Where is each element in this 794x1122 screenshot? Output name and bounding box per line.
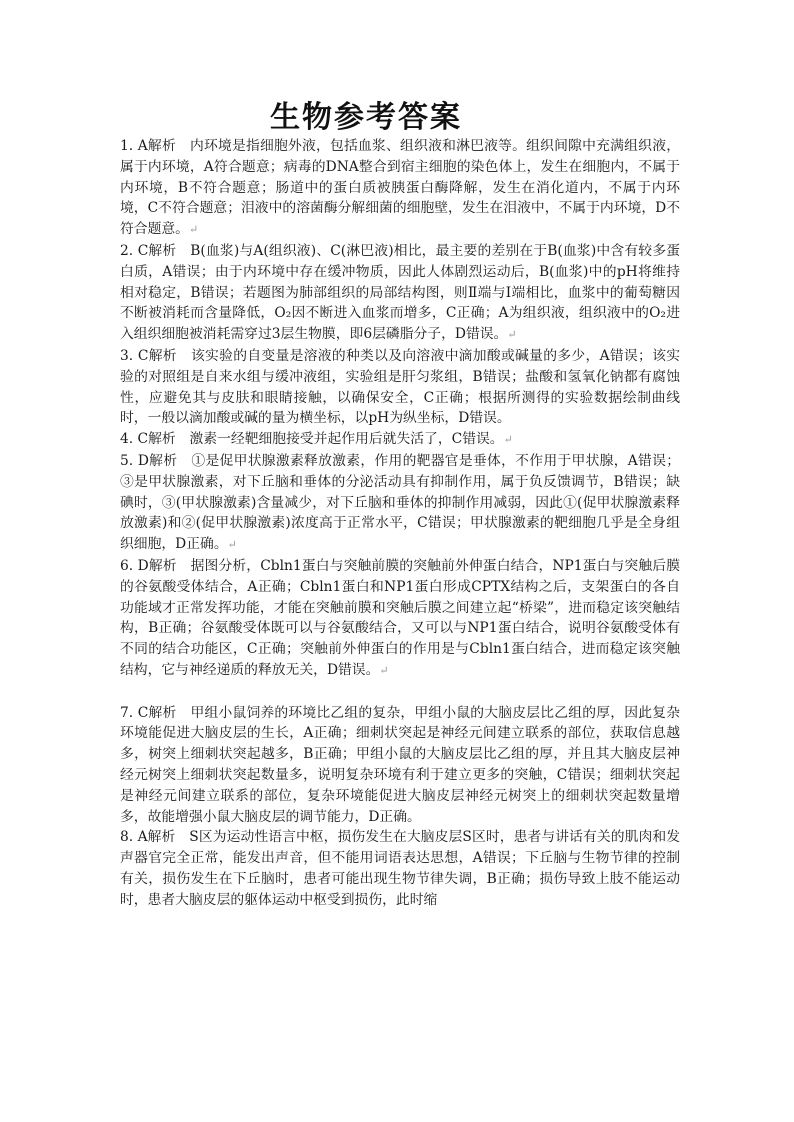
answer-item-5	[120, 451, 680, 556]
paragraph-mark-icon: ↵	[227, 538, 237, 552]
answer-text-3: 3. C解析 该实验的自变量是溶液的种类以及向溶液中滴加酸或碱量的多少，A错误；该实验的对照组是自来水组与缓冲液组，实验组是肝匀浆组，B错误；盐酸和氢氧化钠都有腐蚀性，应避免其与皮肤和眼睛接触，以确保安全，C正确；根据所测得的实验数据绘制曲线时，一般以滴加酸或碱的量为横坐标，以pH为纵坐标，D错误。	[120, 347, 680, 427]
paragraph-mark-icon: ↵	[188, 223, 199, 237]
answer-item-1	[120, 136, 680, 241]
paragraph-mark-icon: ↵	[503, 433, 513, 447]
answer-content	[120, 136, 680, 910]
answer-text-8: 8. A解析 S区为运动性语言中枢，损伤发生在大脑皮层S区时，患者与讲话有关的肌肉和发声器官完全正常，能发出声音，但不能用词语表达思想，A错误；下丘脑与生物节律的控制有关，损伤发生在下丘脑时，患者可能出现生物节律失调，B正确；损伤导致上肢不能运动时，患者大脑皮层的躯体运动中枢受到损伤，此时缩	[120, 829, 680, 908]
answer-text-1: 1. A解析 内环境是指细胞外液，包括血浆、组织液和淋巴液等。组织间隙中充满组织液，属于内环境，A符合题意；病毒的DNA整合到宿主细胞的染色体上，发生在细胞内，不属于内环境，B不符合题意；肠道中的蛋白质被胰蛋白酶降解，发生在消化道内，不属于内环境，C不符合题意；泪液中的溶菌酶分解细菌的细胞壁，发生在泪液中，不属于内环境，D不符合题意。	[120, 138, 680, 238]
paragraph-mark-icon: ↵	[507, 328, 517, 342]
answer-item-8	[120, 827, 680, 910]
answer-text-2: 2. C解析 B(血浆)与A(组织液)、C(淋巴液)相比，最主要的差别在于B(血浆)中含有较多蛋白质，A错误；由于内环境中存在缓冲物质，因此人体剧烈运动后，B(血浆)中的pH将维持相对稳定，B错误；若题图为肺部组织的局部结构图，则Ⅱ端与Ⅰ端相比，血浆中的葡萄糖因不断被消耗而含量降低，O₂因不断进入血浆而增多，C正确；A为组织液，组织液中的O₂进入组织细胞被消耗需穿过3层生物膜，即6层磷脂分子，D错误。	[120, 242, 680, 343]
answer-item-4	[120, 429, 680, 451]
answer-text-4: 4. C解析 激素一经靶细胞接受并起作用后就失活了，C错误。	[120, 431, 504, 448]
answer-item-7	[120, 703, 680, 828]
answer-text-7: 7. C解析 甲组小鼠饲养的环境比乙组的复杂，甲组小鼠的大脑皮层比乙组的厚，因此复杂环境能促进大脑皮层的生长，A正确；细刺状突起是神经元间建立联系的部位，获取信息越多，树突上细刺状突起越多，B正确；甲组小鼠的大脑皮层比乙组的厚，并且其大脑皮层神经元树突上细刺状突起数量多，说明复杂环境有利于建立更多的突触，C错误；细刺状突起是神经元间建立联系的部位，复杂环境能促进大脑皮层神经元树突上的细刺状突起数量增多，故能增强小鼠大脑皮层的调节能力，D正确。	[120, 704, 680, 825]
answer-item-6	[120, 556, 680, 682]
answer-text-5: 5. D解析 ①是促甲状腺激素释放激素，作用的靶器官是垂体，不作用于甲状腺，A错误；③是甲状腺激素，对下丘脑和垂体的分泌活动具有抑制作用，属于负反馈调节，B错误；缺碘时，③(甲状腺激素)含量减少，对下丘脑和垂体的抑制作用减弱，因此①(促甲状腺激素释放激素)和②(促甲状腺激素)浓度高于正常水平，C错误；甲状腺激素的靶细胞几乎是全身组织细胞，D正确。	[120, 452, 680, 553]
answer-text-6: 6. D解析 据图分析，Cbln1蛋白与突触前膜的突触前外伸蛋白结合，NP1蛋白与突触后膜的谷氨酸受体结合，A正确；Cbln1蛋白和NP1蛋白形成CPTX结构之后，支架蛋白的各自功能域才正常发挥功能，才能在突触前膜和突触后膜之间建立起“桥梁”，进而稳定该突触结构，B正确；谷氨酸受体既可以与谷氨酸结合，又可以与NP1蛋白结合，说明谷氨酸受体有不同的结合功能区，C正确；突触前外伸蛋白的作用是与Cbln1蛋白结合，进而稳定该突触结构，它与神经递质的释放无关，D错误。	[120, 557, 680, 678]
answer-item-3	[120, 346, 680, 429]
page-title: 生物参考答案	[270, 100, 462, 135]
paragraph-mark-icon: ↵	[379, 663, 389, 677]
paragraph-gap	[120, 682, 680, 703]
answer-item-2	[120, 241, 680, 346]
